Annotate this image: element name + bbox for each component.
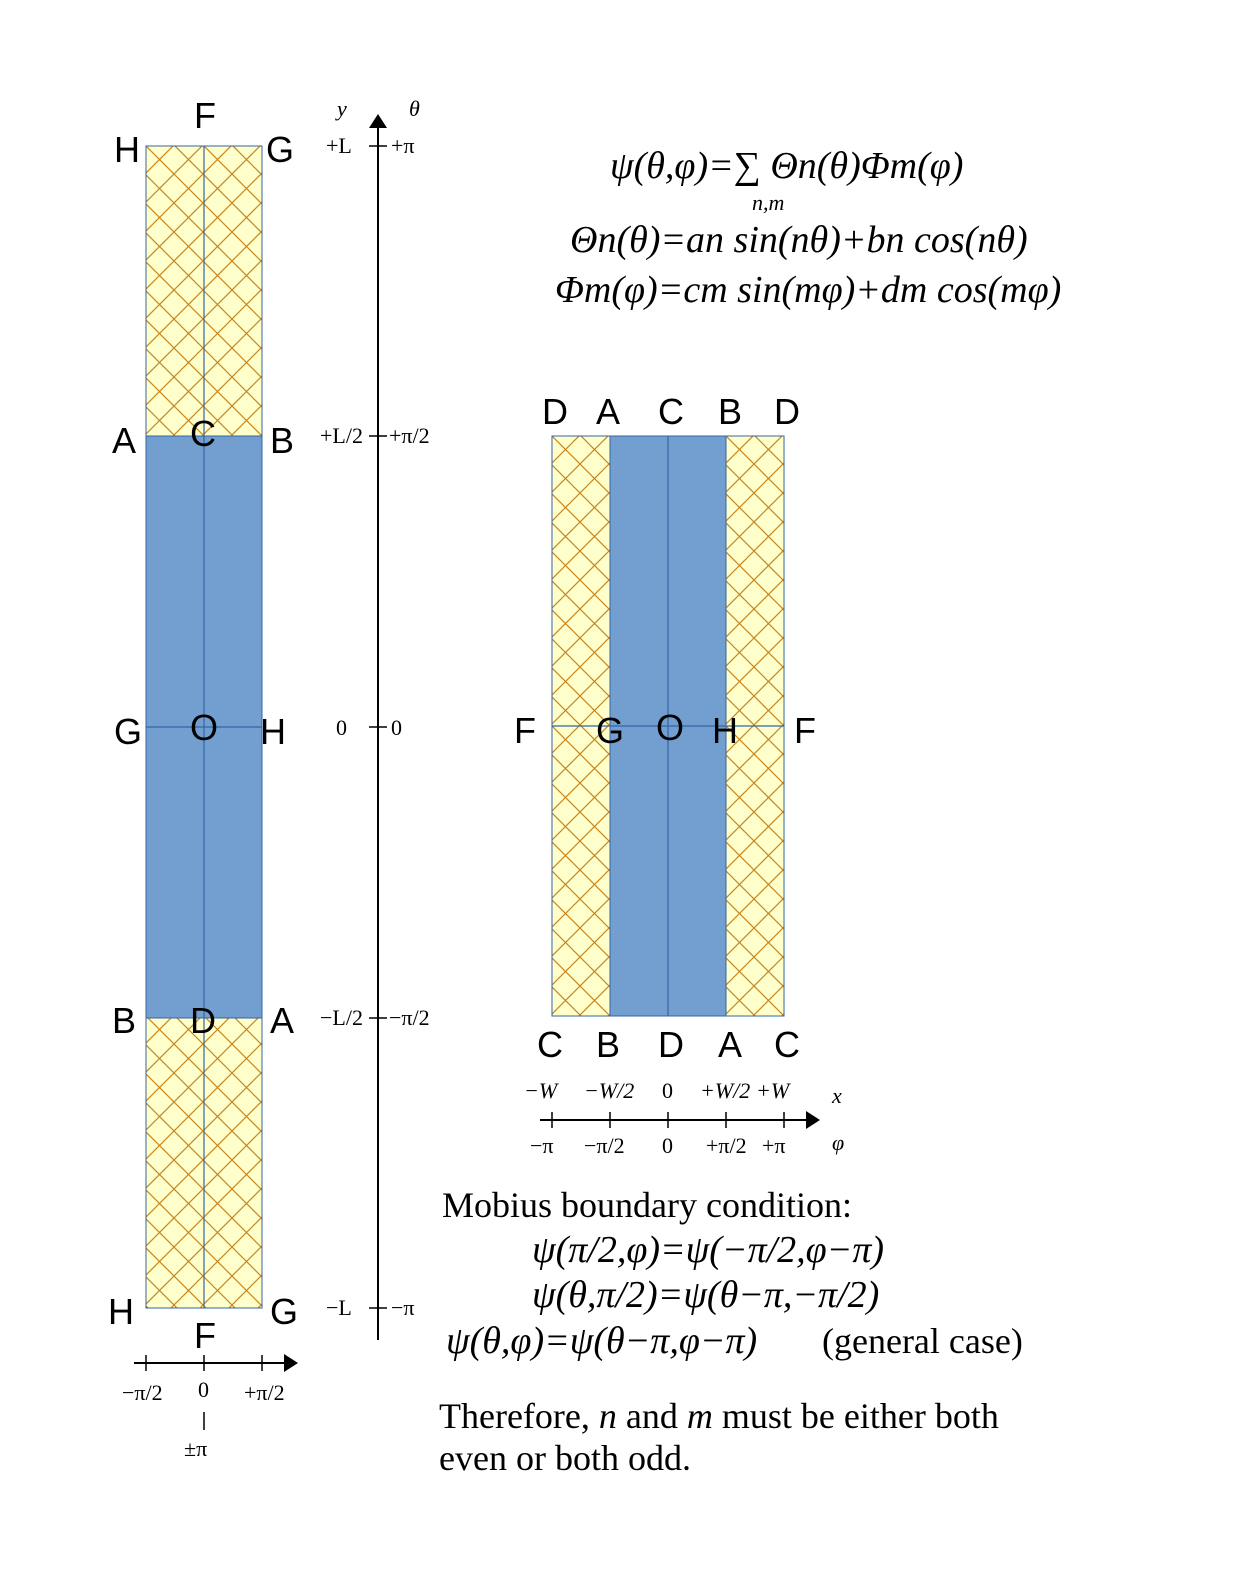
label-h-bottom: H <box>108 1291 134 1332</box>
label-b-lower: B <box>112 1000 137 1041</box>
right-top-label-a: A <box>596 391 621 432</box>
y-tick-minus-l2: −L/2 <box>320 1005 363 1030</box>
label-a-lower: A <box>270 1000 295 1041</box>
left-phi-arrow <box>284 1354 298 1372</box>
conclusion-n: n <box>598 1396 617 1436</box>
equation-phi-m: Φm(φ)=cm sin(mφ)+dm cos(mφ) <box>555 269 1062 311</box>
right-bottom-label-a: A <box>718 1024 743 1065</box>
label-f-bottom: F <box>194 1315 216 1356</box>
phi-tick-plus-pi: +π <box>762 1133 786 1158</box>
vertical-axis-arrow <box>369 114 387 128</box>
phi-tick-zero: 0 <box>662 1133 673 1158</box>
label-g-top: G <box>266 129 295 170</box>
left-phi-axis <box>122 1354 298 1461</box>
left-strip <box>108 95 298 1461</box>
label-d-lower: D <box>190 1000 216 1041</box>
y-tick-plus-l: +L <box>326 133 352 158</box>
right-x-axis <box>524 1078 844 1158</box>
conclusion-text-b: and <box>616 1396 687 1436</box>
conclusion-block <box>439 1396 999 1478</box>
right-mid-label-h: H <box>712 710 738 751</box>
label-h-top: H <box>114 129 140 170</box>
theta-tick-plus-pi2: +π/2 <box>389 423 430 448</box>
left-phi-tick-zero: 0 <box>198 1377 209 1402</box>
equation-psi-sum: ψ(θ,φ)=∑ Θn(θ)Φm(φ) <box>610 145 964 187</box>
boundary-title: Mobius boundary condition: <box>442 1185 852 1225</box>
vertical-axis <box>320 96 430 1340</box>
theta-tick-plus-pi: +π <box>391 133 415 158</box>
theta-axis-label: θ <box>409 96 420 121</box>
boundary-eq-3: ψ(θ,φ)=ψ(θ−π,φ−π) <box>446 1320 758 1362</box>
right-bottom-label-c2: C <box>774 1024 800 1065</box>
y-axis-label: y <box>337 96 347 121</box>
label-c-upper: C <box>190 413 216 454</box>
right-mid-label-g: G <box>596 710 625 751</box>
x-tick-plus-w: +W <box>756 1078 790 1103</box>
label-o-mid: O <box>190 707 219 748</box>
y-tick-plus-l2: +L/2 <box>320 423 363 448</box>
x-tick-minus-w: −W <box>524 1078 558 1103</box>
phi-tick-plus-pi2: +π/2 <box>706 1133 747 1158</box>
x-tick-minus-w2: −W/2 <box>584 1078 635 1103</box>
phi-axis-label: φ <box>832 1130 845 1155</box>
phi-tick-minus-pi: −π <box>530 1133 554 1158</box>
theta-tick-minus-pi: −π <box>391 1295 415 1320</box>
right-mid-label-f1: F <box>514 710 536 751</box>
separation-equations <box>555 145 1061 311</box>
equation-sum-subscript: n,m <box>752 190 785 215</box>
theta-tick-minus-pi2: −π/2 <box>389 1005 430 1030</box>
conclusion-line-1 <box>439 1396 999 1436</box>
right-bottom-label-b: B <box>596 1024 621 1065</box>
theta-tick-zero: 0 <box>391 715 402 740</box>
left-phi-tick-neg: −π/2 <box>122 1380 163 1405</box>
label-a-upper: A <box>112 420 137 461</box>
boundary-condition-block <box>442 1185 1023 1362</box>
right-top-label-c: C <box>658 391 684 432</box>
y-tick-zero: 0 <box>336 715 347 740</box>
label-h-mid: H <box>260 711 286 752</box>
boundary-eq-1: ψ(π/2,φ)=ψ(−π/2,φ−π) <box>532 1229 885 1271</box>
conclusion-m: m <box>686 1396 713 1436</box>
label-b-upper: B <box>270 420 295 461</box>
right-mid-label-f2: F <box>794 710 816 751</box>
right-x-axis-arrow <box>806 1111 820 1129</box>
conclusion-text-c: must be either both <box>712 1396 999 1436</box>
left-phi-tick-pos: +π/2 <box>244 1380 285 1405</box>
right-top-label-b: B <box>718 391 743 432</box>
right-strip <box>514 391 844 1158</box>
right-bottom-label-d: D <box>658 1024 684 1065</box>
boundary-eq-3-note: (general case) <box>822 1321 1023 1361</box>
conclusion-text-a: Therefore, <box>439 1396 599 1436</box>
x-tick-plus-w2: +W/2 <box>700 1078 751 1103</box>
right-top-label-d2: D <box>774 391 800 432</box>
right-bottom-label-c1: C <box>537 1024 563 1065</box>
right-top-label-d1: D <box>542 391 568 432</box>
label-f-top: F <box>194 95 216 136</box>
x-tick-zero: 0 <box>662 1078 673 1103</box>
right-mid-label-o: O <box>656 707 685 748</box>
y-tick-minus-l: −L <box>326 1295 352 1320</box>
left-phi-tick-pm: ±π <box>184 1436 208 1461</box>
label-g-mid: G <box>114 711 143 752</box>
equation-theta-n: Θn(θ)=an sin(nθ)+bn cos(nθ) <box>570 219 1028 261</box>
conclusion-line-2: even or both odd. <box>439 1438 691 1478</box>
boundary-eq-2: ψ(θ,π/2)=ψ(θ−π,−π/2) <box>532 1274 880 1316</box>
phi-tick-minus-pi2: −π/2 <box>584 1133 625 1158</box>
x-axis-label: x <box>832 1083 842 1108</box>
label-g-bottom: G <box>270 1291 299 1332</box>
